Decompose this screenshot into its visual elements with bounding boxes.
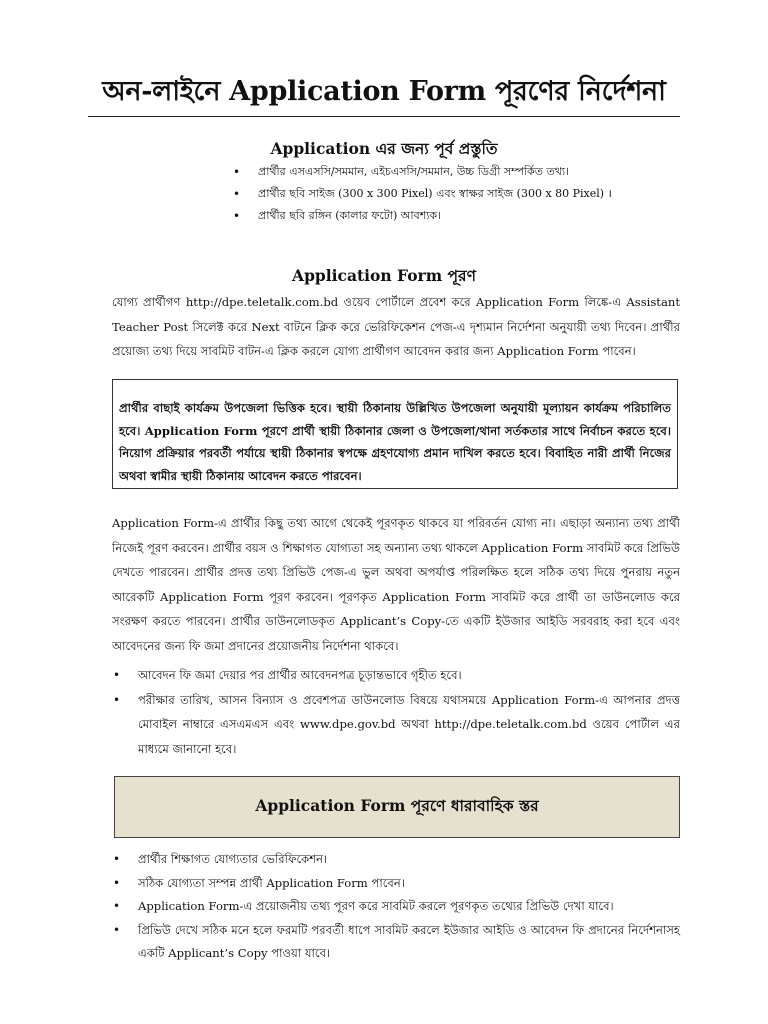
notes-list <box>112 663 680 761</box>
list-item: • প্রিভিউ দেখে সঠিক মনে হলে ফরমটি পরবর্তী ধাপে সাবমিট করলে ইউজার আইডি ও আবেদন ফি প্রদানের নির্দেশনাসহ একটি Applicant’s Copy পাওয়া যাবে। <box>112 919 680 966</box>
bullet-icon: • <box>233 165 241 179</box>
list-item: • প্রার্থীর এসএসসি/সমমান, এইচএসসি/সমমান, উচ্চ ডিগ্রী সম্পর্কিত তথ্য। <box>232 161 680 183</box>
title-divider <box>88 116 680 117</box>
list-item: • প্রার্থীর শিক্ষাগত যোগ্যতার ভেরিফিকেশন। <box>112 848 680 872</box>
list-item: • আবেদন ফি জমা দেয়ার পর প্রার্থীর আবেদনপত্র চূড়ান্তভাবে গৃহীত হবে। <box>112 663 680 688</box>
bullet-icon: • <box>113 899 121 913</box>
preparation-heading: Application এর জন্য পূর্ব প্রস্তুতি <box>270 139 498 158</box>
bullet-icon: • <box>113 668 121 682</box>
list-item: • Application Form-এ প্রয়োজনীয় তথ্য পূরণ করে সাবমিট করলে পূরণকৃত তথ্যের প্রিভিউ দেখা যাবে। <box>112 895 680 919</box>
bullet-icon: • <box>113 922 121 937</box>
bullet-icon: • <box>113 692 121 707</box>
bullet-icon: • <box>113 852 121 866</box>
details-paragraph: Application Form-এ প্রার্থীর কিছু তথ্য আগে থেকেই পূরণকৃত থাকবে যা পরিবর্তন যোগ্য না। এছাড়া অন্যান্য তথ্য প্রার্থী নিজেই পূরণ করবেন। প্রার্থীর বয়স ও শিক্ষাগত যোগ্যতা সহ অন্যান্য তথ্য থাকলে Application Form সাবমিট করে প্রিভিউ দেখতে পারবেন। প্রার্থীর প্রদত্ত তথ্য প্রিভিউ পেজ-এ ভুল অথবা অপর্যাপ্ত পরিলক্ষিত হলে সঠিক তথ্য দিয়ে পুনরায় নতুন আরেকটি Application Form পূরণ করবেন। পূরণকৃত Application Form সাবমিট করে প্রার্থী তা ডাউনলোড করে সংরক্ষণ করতে পারবেন। প্রার্থীর ডাউনলোডকৃত Applicant’s Copy-তে একটি ইউজার আইডি সরবরাহ করা হবে এবং আবেদনের জন্য ফি জমা প্রদানের প্রয়োজনীয় নির্দেশনা থাকবে। <box>112 516 680 653</box>
bullet-icon: • <box>233 209 241 223</box>
list-item: • সঠিক যোগ্যতা সম্পন্ন প্রার্থী Application Form পাবেন। <box>112 872 680 896</box>
preparation-list <box>232 161 680 227</box>
list-item: • প্রার্থীর ছবি রঙ্গিন (কালার ফটো) আবশ্যক। <box>232 205 680 227</box>
notice-text: প্রার্থীর বাছাই কার্যক্রম উপজেলা ভিত্তিক হবে। স্থায়ী ঠিকানায় উল্লিখিত উপজেলা অনুযায়ী মূল্যায়ন কার্যক্রম পরিচালিত হবে। Application Form পূরণে প্রার্থী স্থায়ী ঠিকানার জেলা ও উপজেলা/থানা সর্তকতার সাথে নির্বাচন করতে হবে। নিয়োগ প্রক্রিয়ার পরবর্তী পর্যায়ে স্থায়ী ঠিকানার স্বপক্ষে গ্রহণযোগ্য প্রমান দাখিল করতে হবে। বিবাহিত নারী প্রার্থী নিজের অথবা স্বামীর স্থায়ী ঠিকানায় আবেদন করতে পারবেন। <box>119 401 671 483</box>
fill-section-paragraph: যোগ্য প্রার্থীগণ http://dpe.teletalk.com.bd ওয়েব পোর্টালে প্রবেশ করে Application Form লিঙ্কে-এ Assistant Teacher Post সিলেক্ট করে Next বাটনে ক্লিক করে ভেরিফিকেশন পেজ-এ দৃশ্যমান নির্দেশনা অনুযায়ী তথ্য দিবেন। প্রার্থীর প্রয়োজ্য তথ্য দিয়ে সাবমিট বাটন-এ ক্লিক করলে যোগ্য প্রার্থীগণ আবেদন করার জন্য Application Form পাবেন। <box>112 295 680 358</box>
steps-heading: Application Form পূরণে ধারাবাহিক স্তর <box>255 796 539 815</box>
list-item: • পরীক্ষার তারিখ, আসন বিন্যাস ও প্রবেশপত্র ডাউনলোড বিষয়ে যথাসময়ে Application Form-এ আপনার প্রদত্ত মোবাইল নাম্বারে এসএমএস এবং www.dpe.gov.bd অথবা http://dpe.teletalk.com.bd ওয়েব পোর্টাল এর মাধ্যমে জানানো হবে। <box>112 688 680 762</box>
document-title: অন-লাইনে Application Form পূরণের নির্দেশনা <box>102 76 666 107</box>
bullet-icon: • <box>233 187 241 201</box>
fill-section-heading: Application Form পূরণ <box>292 266 476 285</box>
list-item: • প্রার্থীর ছবি সাইজ (300 x 300 Pixel) এবং স্বাক্ষর সাইজ (300 x 80 Pixel) । <box>232 183 680 205</box>
steps-list <box>112 848 680 966</box>
bullet-icon: • <box>113 875 121 890</box>
